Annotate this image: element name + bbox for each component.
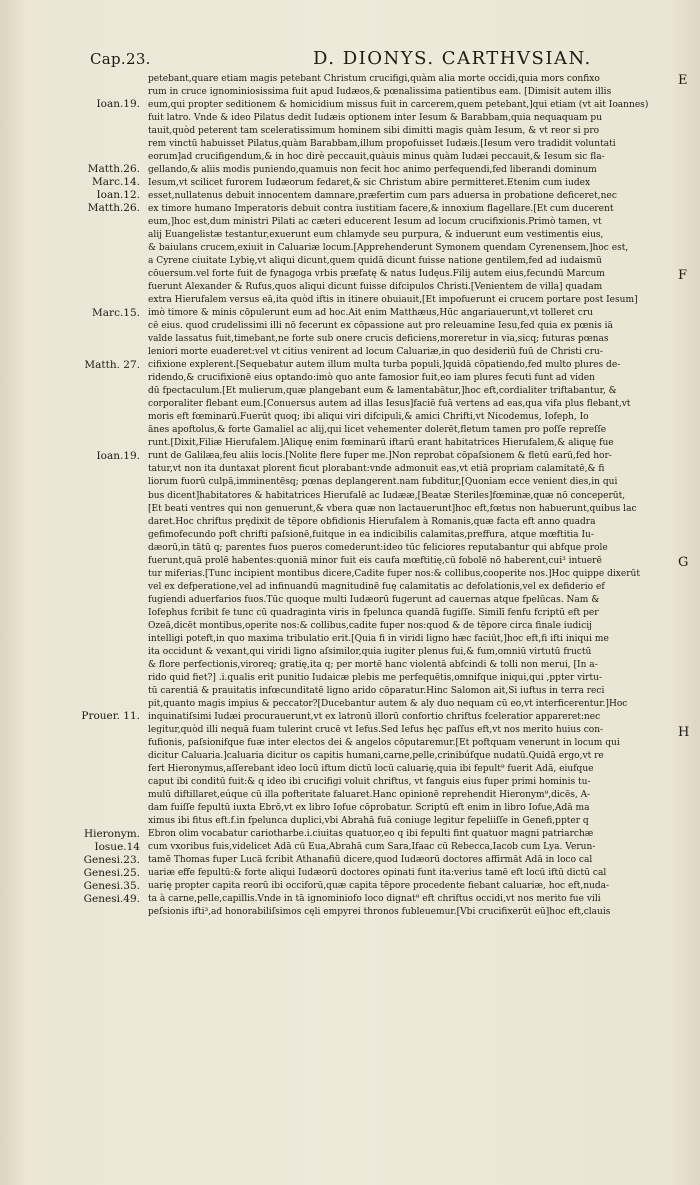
text-line: cē eius. quod crudelissimi illi nō fecerunt ex cōpassione aut pro releuamine Iesu,fed quia ex pœnis iā — [148, 321, 613, 332]
text-line: imò timore & minis cōpulerunt eum ad hoc.Ait enim Matthæus,Hūc angariauerunt,vt tolleret cru — [148, 308, 593, 319]
text-line: tauit,quòd peterent tam sceleratissimum hominem sibi dimitti magis quàm Iesum, & vt reor si pro — [148, 126, 600, 137]
margin-reference: Marc.15. — [92, 306, 140, 319]
text-line: uarię propter capita reorū ibi occiforū,quæ capita tēpore procedente fiebant caluariæ, hoc eft,nuda- — [148, 880, 610, 891]
margin-reference: Marc.14. — [92, 176, 140, 189]
margin-reference: Matth.26. — [87, 202, 140, 215]
text-line: tamē Thomas fuper Lucā fcribit Athanafiū dicere,quod Iudæorū doctores affirmāt Adā in loco cal — [148, 854, 593, 865]
text-line: a Cyrene ciuitate Lybię,vt aliqui dicunt,quem quidā dicunt fuisse natione gentilem,fed ad iudaismū — [148, 256, 602, 267]
text-line: rum in cruce ignominiosissima fuit apud Iudæos,& pœnalissima patientibus eam. [Dimisit autem illis — [148, 87, 612, 98]
text-line: leniori morte euaderet:vel vt citius venirent ad locum Caluariæ,in quo desideriū fuū de Christi cru- — [148, 347, 603, 358]
text-line: legitur,quòd illi nequā fuam tulerint crucē vt Iefus.Sed Iefus hęc paſſus eft,vt nos merito huius con- — [148, 724, 604, 735]
text-line: fuerunt,quā prolē habentes:quoniā minor fuit eis caufa mœftitię,cū fobolē nō haberent,cui³ intuerē — [148, 555, 602, 566]
text-line: ānes apoftolus,& forte Gamaliel ac alij,qui licet vehementer dolerēt,fletum tamen pro poſſe repreſſe — [148, 425, 607, 436]
text-line: tur miferias.[Tunc incipient montibus dicere,Cadite fuper nos:& collibus,cooperite nos.]Hoc quippe dixerūt — [148, 568, 641, 579]
text-line: uariæ effe fepultū:& forte aliqui Iudæorū doctores opinati funt ita:verius tamē eft locū iftū dictū cal — [148, 867, 607, 878]
margin-reference: Matth.26. — [87, 163, 140, 176]
text-line: ximus ibi fitus eft.f.in fpelunca duplici,vbi Abrahā fuā coniuge legitur fepeliiſſe in Genefi,ppter q — [148, 815, 589, 826]
text-line: rido quid fiet?] .i.qualis erit punitio Iudaicæ plebis me perfequētis,omnifque iniqui,qui ,ppter virtu- — [148, 672, 603, 683]
text-line: tatur,vt non ita duntaxat plorent ficut plorabant:vnde admonuit eas,vt etiā propriam calamitatē,& fi — [148, 464, 605, 475]
text-line: corporaliter flebant eum.[Conuersus autem ad illas Iesus]faciē fuā vertens ad eas,qua vifa plus flebant,vt — [148, 399, 631, 410]
text-line: Ebron olim vocabatur cariotharbe.i.ciuitas quatuor,eo q ibi fepulti fint quatuor magni patriarchæ — [148, 828, 594, 839]
section-letter: H — [678, 724, 690, 740]
text-line: bus dicent]habitatores & habitatrices Hierufalē ac Iudææ,[Beatæ Steriles]fœminæ,quæ nō conceperūt, — [148, 490, 626, 501]
text-line: caput ibi conditū fuit:& q ideo ibi crucifigi voluit chriftus, vt fanguis eius fuper primi hominis tu- — [148, 776, 591, 787]
text-line: pit,quanto magis impius & peccator?[Ducebantur autem & aly duo nequam cū eo,vt interficerentur.]Hoc — [148, 698, 628, 709]
text-line: & flore perfectionis,viroreq; gratię,ita q; per mortē hanc violentā abfcindi & tolli non merui, [In a- — [148, 659, 598, 670]
text-line: eum,]hoc est,dum ministri Pilati ac cæteri educerent Iesum ad locum crucifixionis.Primò tamen, vt — [148, 217, 602, 228]
text-line: vel ex defperatione,vel ad infinuandū magnitudinē fuę calamitatis ac defolationis,vel ex defiderio ef — [148, 581, 605, 592]
body-text — [148, 73, 676, 919]
text-line: peſsionis ifti³,ad honorabiliſsimos cęli empyrei thronos fubleuemur.[Vbi crucifixerūt eū]hoc eft,clauis — [148, 907, 611, 917]
text-line: gefimofecundo poft chrifti paſsionē,fuitque in ea indicibilis calamitas,preffura, atque mœftitia Iu- — [148, 529, 594, 540]
text-line: eorum]ad crucifigendum,& in hoc dirè peccauit,quàuis minus quàm Iudæi peccauit,& Iesum sic fla- — [148, 152, 605, 163]
margin-reference: Genesi.35. — [83, 879, 140, 892]
text-line: dicitur Caluaria.]caluaria dicitur os capitis humani,carne,pelle,crinibúfque nudatū.Quidā ergo,vt re — [148, 750, 604, 761]
text-line: ita occidunt & vexant,qui viridi ligno aſsimilor,quia iugiter plenus fui,& fum,omniū virtutū fructū — [148, 646, 592, 657]
text-line: Ozeā,dicēt montibus,operite nos:& collibus,cadite fuper nos:quod & de tēpore circa finale iudicij — [148, 620, 592, 631]
text-line: daret.Hoc chriftus prędixit de tēpore obfidionis Hierufalem à Romanis,quæ facta eft anno quadra — [148, 516, 596, 527]
text-line: & baiulans crucem,exiuit in Caluariæ locum.[Apprehenderunt Symonem quendam Cyrenensem,]hoc est, — [148, 243, 629, 254]
text-line: petebant,quare etiam magis petebant Christum crucifigi,quàm alia morte occidi,quia mors confixo — [148, 74, 600, 84]
text-line: Iofephus fcribit fe tunc cū quadraginta viris in fpelunca quandā fugiſſe. Similī fenfu fcriptū eft per — [148, 607, 599, 618]
margin-reference: Ioan.12. — [96, 189, 140, 202]
text-line: ridendo,& crucifixionē eius optando:imò quo ante famosior fuit,eo iam plures fecuti funt ad viden — [148, 373, 595, 384]
chapter-number: Cap.23. — [90, 50, 151, 68]
running-title: D. DIONYS. CARTHVSIAN. — [313, 48, 592, 69]
margin-reference: Genesi.23. — [83, 853, 140, 866]
text-line: ta à carne,pelle,capillis.Vnde in tā ignominiofo loco dignat⁹ eft chriftus occidi,vt nos merito fue vili — [148, 893, 601, 904]
text-line: tū carentiā & prauitatis infœcunditatē ligno arido cōparatur.Hinc Salomon ait,Si iuftus in terra reci — [148, 685, 605, 696]
text-line: valde lassatus fuit,timebant,ne forte sub onere crucis deficiens,moreretur in via,sicq; futuras pœnas — [148, 334, 609, 345]
text-line: cum vxoribus fuis,videlicet Adā cū Eua,Abrahā cum Sara,Ifaac cū Rebecca,Iacob cum Lya. Verun- — [148, 841, 596, 852]
section-letter: G — [678, 555, 689, 571]
text-line: alij Euangelistæ testantur,exuerunt eum chlamyde seu purpura, & induerunt eum vestimentis eius, — [148, 230, 604, 241]
text-line: moris eft fœminarū.Fuerūt quoq; ibi aliqui viri difcipuli,& amici Chrifti,vt Nicodemus, Iofeph, Io — [148, 412, 589, 423]
margin-reference: Hieronym. — [83, 827, 140, 840]
text-line: runt de Galilæa,feu aliis locis.[Nolite flere fuper me.]Non reprobat cōpaſsionem & fletū earū,fed hor- — [148, 451, 612, 462]
margin-reference: Prouer. 11. — [81, 710, 140, 723]
text-line: cifixione explerent.[Sequebatur autem illum multa turba populi,]quidā cōpatiendo,fed multo plures de- — [148, 360, 621, 371]
text-line: Iesum,vt scilicet furorem Iudæorum fedaret,& sic Christum abire permitteret.Etenim cum iudex — [148, 178, 591, 189]
text-line: intelligi poteft,in quo maxima tribulatio erit.[Quia fi in viridi ligno hæc faciūt,]hoc eft,fi ifti iniqui me — [148, 633, 609, 644]
text-line: dæorū,in tātū q; parentes fuos pueros comederunt:ideo tūc feliciores reputabantur qui abfque prole — [148, 542, 608, 553]
page-header — [90, 48, 680, 72]
text-line: ex timore humano Imperatoris debuit contra iustitiam facere,& innoxium flagellare.[Et cum ducerent — [148, 204, 614, 215]
margin-reference: Iosue.14 — [94, 840, 140, 853]
text-line: mulū diftillaret,eúque cū illa pofteritate faluaret.Hanc opinionē reprehendit Hieronym⁹,dicēs, A- — [148, 789, 591, 800]
text-line: inquinatiſsimi Iudæi procurauerunt,vt ex latronū illorū confortio chriftus fceleratior appareret:nec — [148, 711, 601, 722]
section-letter: F — [678, 268, 688, 284]
text-line: rem vinctū habuisset Pilatus,quàm Barabbam,illum propofuisset Iudæis.[Iesum vero tradidit voluntati — [148, 139, 616, 150]
text-line: cōuersum.vel forte fuit de fynagoga vrbis præfatę & natus Iudęus.Filij autem eius,fecundū Marcum — [148, 269, 605, 280]
text-line: extra Hierufalem versus eā,ita quòd iftis in itinere obuiauit,[Et impofuerunt ei crucem portare post Iesum] — [148, 295, 638, 306]
text-line: liorum fuorū culpā,imminentēsq; pœnas deplangerent.nam fubditur,[Quoniam ecce venient dies,in qui — [148, 477, 618, 488]
text-line: esset,nullatenus debuit innocentem damnare,præfertim cum pars aduersa in probatione deficeret,nec — [148, 191, 617, 202]
text-line: fugiendi aduerfarios fuos.Tūc quoque multi Iudæorū fugerunt ad cauernas atque fpelūcas. Nam & — [148, 594, 600, 605]
section-letter: E — [678, 73, 688, 88]
text-line: dū fpectaculum.[Et mulierum,quæ plangebant eum & lamentabātur,]hoc eft,cordialiter triftabantur, & — [148, 386, 617, 397]
margin-reference: Ioan.19. — [96, 98, 140, 111]
margin-reference: Genesi.49. — [83, 892, 140, 905]
margin-reference: Genesi.25. — [83, 866, 140, 879]
text-line: fuerunt Alexander & Rufus,quos aliqui dicunt fuisse difcipulos Christi.[Venientem de villa] quadam — [148, 282, 603, 293]
text-line: runt.[Dixit,Filiæ Hierufalem.]Aliquę enim fœminarū iftarū erant habitatrices Hierufalem,& aliquę fue — [148, 438, 614, 449]
text-line: fuit latro. Vnde & ideo Pilatus dedit Iudæis optionem inter Iesum & Barabbam,quia nequaquam pu — [148, 113, 603, 124]
text-line: eum,qui propter seditionem & homicidium missus fuit in carcerem,quem petebant,]qui etiam (vt ait Ioannes) — [148, 100, 649, 111]
text-line: fert Hieronymus,aſſerebant ideo locū iftum dictū locū caluarię,quia ibi fepult⁹ fuerit Adā, eiufque — [148, 763, 594, 774]
margin-reference: Ioan.19. — [96, 449, 140, 462]
section-markers — [678, 0, 700, 1185]
text-line: gellando,& aliis modis puniendo,quamuis non fecit hoc animo perfequendi,fed liberandi dominum — [148, 165, 597, 176]
margin-references — [0, 0, 148, 1185]
text-line: fufionis, paſsionifque fuæ inter electos dei & angelos cōputaremur.[Et poftquam venerunt in locum qui — [148, 737, 620, 748]
text-line: [Et beati ventres qui non genuerunt,& vbera quæ non lactauerunt]hoc eft,fœtus non habuerunt,quibus lac — [148, 503, 637, 514]
text-line: dam fuiſſe fepultū iuxta Ebrō,vt ex libro Iofue cōprobatur. Scriptū eft enim in libro Iofue,Adā ma — [148, 802, 590, 813]
margin-reference: Matth. 27. — [84, 358, 140, 371]
